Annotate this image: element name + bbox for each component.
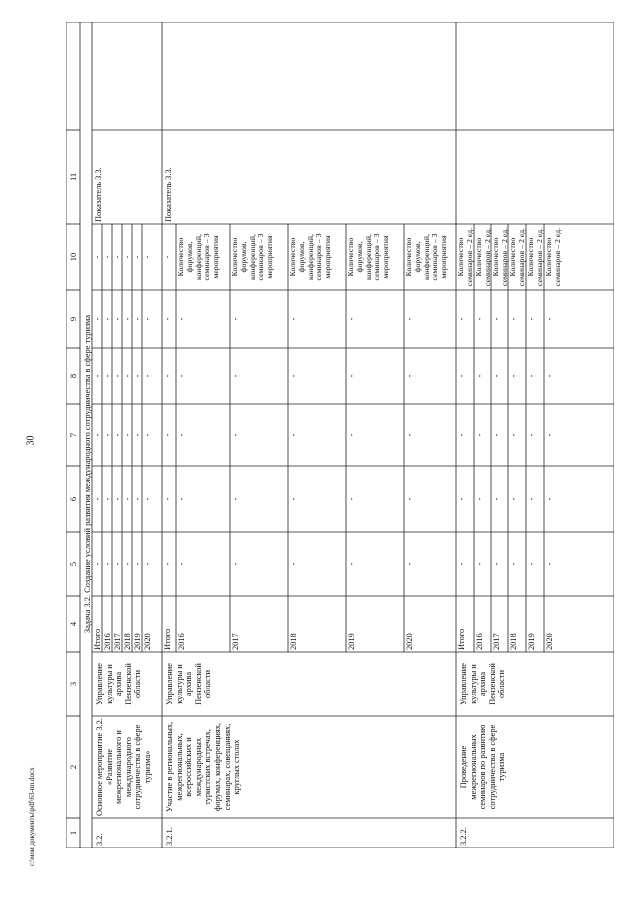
column-number-1: 1 bbox=[69, 830, 78, 836]
year-cell: 2019 bbox=[347, 633, 356, 650]
value-cell: - bbox=[133, 562, 142, 566]
value-cell: - bbox=[509, 497, 518, 501]
column-number-9: 9 bbox=[69, 316, 78, 322]
column-number-10: 10 bbox=[69, 252, 78, 262]
value-cell: - bbox=[163, 562, 172, 566]
value-cell: - bbox=[509, 374, 518, 378]
result-cell: - bbox=[142, 255, 151, 259]
year-cell: 2019 bbox=[133, 633, 142, 650]
value-cell: - bbox=[113, 433, 122, 437]
value-cell: - bbox=[133, 497, 142, 501]
value-cell: - bbox=[475, 433, 484, 437]
value-cell: - bbox=[509, 562, 518, 566]
result-cell: - bbox=[92, 255, 101, 259]
value-cell: - bbox=[103, 317, 112, 321]
value-cell: - bbox=[289, 433, 298, 437]
year-cell: 2018 bbox=[289, 633, 298, 650]
value-cell: - bbox=[509, 317, 518, 321]
value-cell: - bbox=[457, 497, 466, 501]
value-cell: - bbox=[347, 317, 356, 321]
value-cell: - bbox=[475, 562, 484, 566]
value-cell: - bbox=[527, 317, 536, 321]
value-cell: - bbox=[163, 374, 172, 378]
row-code: 3.2.2. bbox=[459, 827, 468, 846]
result-cell: Количество семинаров – 2 ед. bbox=[544, 227, 562, 287]
year-cell: 2018 bbox=[509, 633, 518, 650]
value-cell: - bbox=[177, 497, 186, 501]
value-cell: - bbox=[347, 374, 356, 378]
value-cell: - bbox=[231, 433, 240, 437]
value-cell: - bbox=[103, 497, 112, 501]
value-cell: - bbox=[545, 317, 554, 321]
column-number-5: 5 bbox=[69, 561, 78, 567]
result-cell: Количество семинаров – 2 ед. bbox=[526, 227, 544, 287]
value-cell: - bbox=[231, 317, 240, 321]
value-cell: - bbox=[163, 497, 172, 501]
value-cell: - bbox=[457, 317, 466, 321]
value-cell: - bbox=[103, 374, 112, 378]
value-cell: - bbox=[527, 497, 536, 501]
value-cell: - bbox=[475, 497, 484, 501]
value-cell: - bbox=[143, 317, 152, 321]
value-cell: - bbox=[405, 374, 414, 378]
value-cell: - bbox=[492, 317, 501, 321]
indicator-3-3: Показатель 3.3. bbox=[164, 167, 173, 222]
value-cell: - bbox=[545, 497, 554, 501]
value-cell: - bbox=[123, 562, 132, 566]
column-number-2: 2 bbox=[69, 764, 78, 770]
row-name: Участие в региональных, межрегиональных, всероссийских и международных туристских встречах, форумах, конференциях, семинарах, совещаниях, круглых столах bbox=[165, 721, 242, 813]
value-cell: - bbox=[347, 562, 356, 566]
value-cell: - bbox=[405, 497, 414, 501]
year-cell: 2020 bbox=[545, 633, 554, 650]
value-cell: - bbox=[231, 497, 240, 501]
value-cell: - bbox=[475, 317, 484, 321]
value-cell: - bbox=[143, 433, 152, 437]
value-cell: - bbox=[289, 374, 298, 378]
result-cell: - bbox=[112, 255, 121, 259]
value-cell: - bbox=[133, 433, 142, 437]
value-cell: - bbox=[93, 317, 102, 321]
value-cell: - bbox=[163, 433, 172, 437]
column-number-8: 8 bbox=[69, 373, 78, 379]
row-name: Проведение межрегиональных семинаров по развитию сотрудничества в сфере туризма bbox=[459, 724, 507, 810]
value-cell: - bbox=[492, 374, 501, 378]
value-cell: - bbox=[113, 374, 122, 378]
value-cell: - bbox=[103, 562, 112, 566]
result-cell: - bbox=[122, 255, 131, 259]
result-cell: Количество семинаров – 2 ед. bbox=[508, 227, 526, 287]
value-cell: - bbox=[405, 317, 414, 321]
value-cell: - bbox=[545, 374, 554, 378]
column-number-4: 4 bbox=[69, 621, 78, 627]
result-cell: Количество форумов, конференций, семинаров – 3 мероприятия bbox=[176, 233, 221, 281]
year-cell: 2020 bbox=[143, 633, 152, 650]
result-cell: Количество форумов, конференций, семинаров – 3 мероприятия bbox=[346, 233, 391, 281]
year-cell: 2019 bbox=[527, 633, 536, 650]
indicator-3-3: Показатель 3.3. bbox=[94, 167, 103, 222]
value-cell: - bbox=[347, 433, 356, 437]
value-cell: - bbox=[93, 433, 102, 437]
value-cell: - bbox=[405, 433, 414, 437]
row-executor: Управление культуры и архива Пензенской области bbox=[459, 663, 507, 706]
year-cell: 2017 bbox=[113, 633, 122, 650]
value-cell: - bbox=[123, 374, 132, 378]
value-cell: - bbox=[133, 317, 142, 321]
value-cell: - bbox=[143, 497, 152, 501]
value-cell: - bbox=[177, 433, 186, 437]
year-cell: Итого bbox=[93, 628, 102, 650]
task-heading: Задача 3.2. Создание условий развития международного сотрудничества в сфере туризма bbox=[83, 314, 92, 634]
value-cell: - bbox=[123, 317, 132, 321]
result-cell: Количество семинаров – 2 ед. bbox=[491, 227, 509, 287]
year-cell: Итого bbox=[457, 628, 466, 650]
value-cell: - bbox=[113, 562, 122, 566]
value-cell: - bbox=[289, 497, 298, 501]
value-cell: - bbox=[405, 562, 414, 566]
result-cell: Количество форумов, конференций, семинаров – 3 мероприятия bbox=[404, 233, 449, 281]
value-cell: - bbox=[231, 374, 240, 378]
value-cell: - bbox=[527, 562, 536, 566]
result-cell: Количество форумов, конференций, семинаров – 3 мероприятия bbox=[230, 233, 275, 281]
value-cell: - bbox=[347, 497, 356, 501]
value-cell: - bbox=[527, 433, 536, 437]
value-cell: - bbox=[457, 374, 466, 378]
year-cell: 2016 bbox=[475, 633, 484, 650]
value-cell: - bbox=[289, 317, 298, 321]
value-cell: - bbox=[545, 433, 554, 437]
year-cell: Итого bbox=[163, 628, 172, 650]
year-cell: 2020 bbox=[405, 633, 414, 650]
value-cell: - bbox=[475, 374, 484, 378]
footer-path: c:\мои документы\pdf\63-пп.docx bbox=[28, 767, 36, 866]
value-cell: - bbox=[231, 562, 240, 566]
year-cell: 2017 bbox=[492, 633, 501, 650]
row-code: 3.2. bbox=[95, 833, 104, 846]
row-executor: Управление культуры и архива Пензенской области bbox=[165, 663, 213, 706]
result-cell: Количество семинаров – 2 ед. bbox=[456, 227, 474, 287]
value-cell: - bbox=[143, 374, 152, 378]
value-cell: - bbox=[457, 433, 466, 437]
value-cell: - bbox=[123, 433, 132, 437]
year-cell: 2018 bbox=[123, 633, 132, 650]
result-cell: - bbox=[132, 255, 141, 259]
year-cell: 2016 bbox=[103, 633, 112, 650]
value-cell: - bbox=[177, 374, 186, 378]
value-cell: - bbox=[289, 562, 298, 566]
value-cell: - bbox=[177, 562, 186, 566]
result-cell: Количество семинаров – 2 ед. bbox=[474, 227, 492, 287]
row-executor: Управление культуры и архива Пензенской области bbox=[95, 663, 143, 706]
year-cell: 2017 bbox=[231, 633, 240, 650]
value-cell: - bbox=[93, 374, 102, 378]
value-cell: - bbox=[527, 374, 536, 378]
value-cell: - bbox=[93, 497, 102, 501]
column-number-6: 6 bbox=[69, 496, 78, 502]
value-cell: - bbox=[492, 562, 501, 566]
value-cell: - bbox=[93, 562, 102, 566]
value-cell: - bbox=[143, 562, 152, 566]
value-cell: - bbox=[133, 374, 142, 378]
value-cell: - bbox=[177, 317, 186, 321]
column-number-7: 7 bbox=[69, 432, 78, 438]
column-number-3: 3 bbox=[69, 681, 78, 687]
row-name: Основное мероприятие 3.2. «Развитие межрегионального и международного сотрудничества в сфере туризма» bbox=[95, 718, 152, 816]
year-cell: 2016 bbox=[177, 633, 186, 650]
page-number: 30 bbox=[25, 435, 37, 446]
row-code: 3.2.1. bbox=[165, 827, 174, 846]
value-cell: - bbox=[163, 317, 172, 321]
result-cell: - bbox=[162, 255, 171, 259]
value-cell: - bbox=[509, 433, 518, 437]
value-cell: - bbox=[457, 562, 466, 566]
value-cell: - bbox=[113, 497, 122, 501]
result-cell: Количество форумов, конференций, семинаров – 3 мероприятия bbox=[288, 233, 333, 281]
column-number-11: 11 bbox=[69, 172, 78, 182]
value-cell: - bbox=[492, 433, 501, 437]
value-cell: - bbox=[113, 317, 122, 321]
value-cell: - bbox=[123, 497, 132, 501]
value-cell: - bbox=[103, 433, 112, 437]
value-cell: - bbox=[545, 562, 554, 566]
result-cell: - bbox=[102, 255, 111, 259]
value-cell: - bbox=[492, 497, 501, 501]
